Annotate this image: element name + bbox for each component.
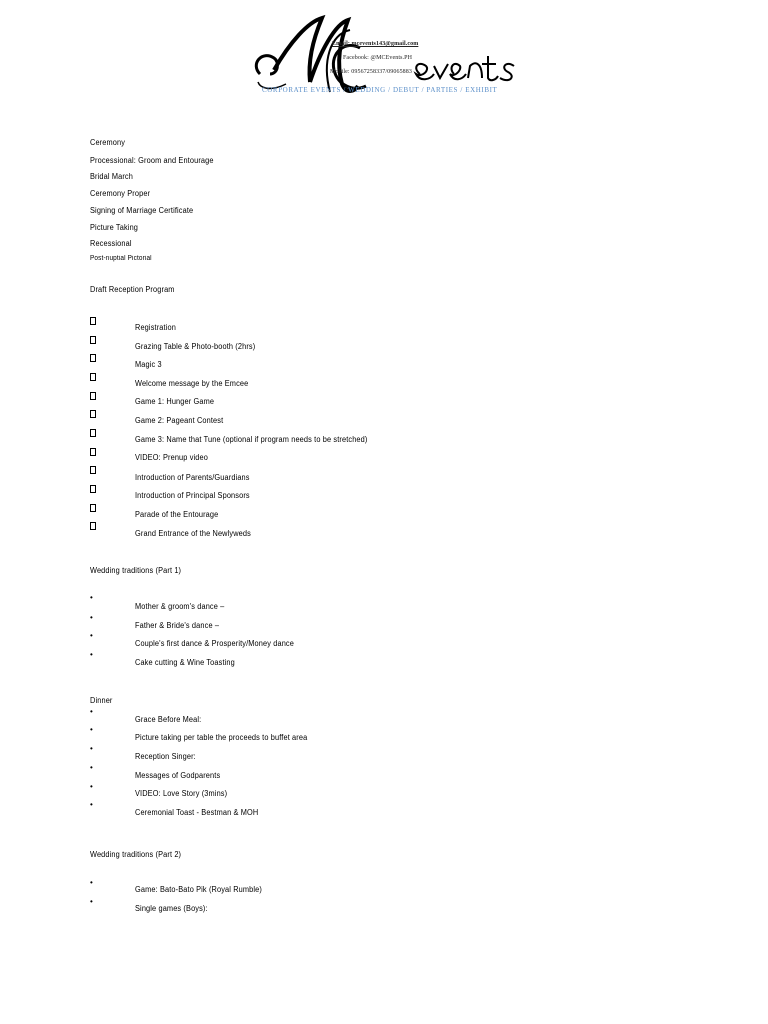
reception-item: Parade of the Entourage — [135, 510, 219, 519]
dinner-item: Reception Singer: — [135, 752, 196, 761]
bullet-icon: • — [90, 631, 93, 640]
checkbox-icon — [90, 392, 96, 400]
reception-item: Magic 3 — [135, 360, 162, 369]
checkbox-icon — [90, 429, 96, 437]
bullet-icon: • — [90, 744, 93, 753]
checkbox-icon — [90, 485, 96, 493]
checkbox-icon — [90, 466, 96, 474]
bullet-icon: • — [90, 707, 93, 716]
bullet-icon: • — [90, 613, 93, 622]
traditions1-item: Couple's first dance & Prosperity/Money dance — [135, 639, 294, 648]
reception-item: Grand Entrance of the Newlyweds — [135, 529, 251, 538]
reception-item: Game 1: Hunger Game — [135, 397, 215, 406]
reception-item: Grazing Table & Photo-booth (2hrs) — [135, 342, 256, 351]
dinner-heading: Dinner — [90, 696, 113, 705]
reception-item: Introduction of Parents/Guardians — [135, 473, 250, 482]
dinner-item: Ceremonial Toast - Bestman & MOH — [135, 808, 259, 817]
contact-mobile: Mobile: 09567258337/09065883 — [330, 69, 412, 75]
checkbox-icon — [90, 317, 96, 325]
checkbox-icon — [90, 448, 96, 456]
ceremony-item: Bridal March — [90, 172, 133, 181]
checkbox-icon — [90, 410, 96, 418]
ceremony-item: Post-nuptial Pictorial — [90, 255, 152, 262]
checkbox-icon — [90, 522, 96, 530]
traditions1-item: Cake cutting & Wine Toasting — [135, 658, 235, 667]
reception-item: Game 2: Pageant Contest — [135, 416, 224, 425]
traditions2-item: Game: Bato-Bato Pik (Royal Rumble) — [135, 885, 263, 894]
dinner-item: VIDEO: Love Story (3mins) — [135, 789, 228, 798]
ceremony-heading: Ceremony — [90, 138, 126, 147]
checkbox-icon — [90, 504, 96, 512]
bullet-icon: • — [90, 878, 93, 887]
traditions1-item: Mother & groom's dance – — [135, 602, 225, 611]
dinner-item: Grace Before Meal: — [135, 715, 202, 724]
traditions1-item: Father & Bride's dance – — [135, 621, 220, 630]
dinner-item: Messages of Godparents — [135, 771, 221, 780]
bullet-icon: • — [90, 593, 93, 602]
bullet-icon: • — [90, 782, 93, 791]
bullet-icon: • — [90, 897, 93, 906]
dinner-item: Picture taking per table the proceeds to buffet area — [135, 733, 308, 742]
reception-heading: Draft Reception Program — [90, 285, 175, 294]
traditions2-heading: Wedding traditions (Part 2) — [90, 850, 182, 859]
ceremony-item: Signing of Marriage Certificate — [90, 206, 194, 215]
checkbox-icon — [90, 373, 96, 381]
reception-item: Welcome message by the Emcee — [135, 379, 249, 388]
checkbox-icon — [90, 354, 96, 362]
ceremony-item: Ceremony Proper — [90, 189, 151, 198]
reception-item: VIDEO: Prenup video — [135, 453, 208, 462]
reception-item: Registration — [135, 323, 176, 332]
ceremony-item: Picture Taking — [90, 223, 139, 232]
bullet-icon: • — [90, 763, 93, 772]
reception-item: Game 3: Name that Tune (optional if program needs to be stretched) — [135, 435, 368, 444]
bullet-icon: • — [90, 650, 93, 659]
tagline: CORPORATE EVENTS / WEDDING / DEBUT / PARTIES / EXHIBIT — [262, 86, 498, 94]
contact-email[interactable]: Email: mcevents143@gmail.com — [332, 41, 419, 47]
bullet-icon: • — [90, 725, 93, 734]
ceremony-item: Recessional — [90, 239, 132, 248]
traditions2-item: Single games (Boys): — [135, 904, 208, 913]
contact-facebook: Facebook: @MCEvents.PH — [343, 55, 413, 61]
traditions1-heading: Wedding traditions (Part 1) — [90, 566, 182, 575]
checkbox-icon — [90, 336, 96, 344]
bullet-icon: • — [90, 800, 93, 809]
reception-item: Introduction of Principal Sponsors — [135, 491, 250, 500]
ceremony-item: Processional: Groom and Entourage — [90, 156, 214, 165]
